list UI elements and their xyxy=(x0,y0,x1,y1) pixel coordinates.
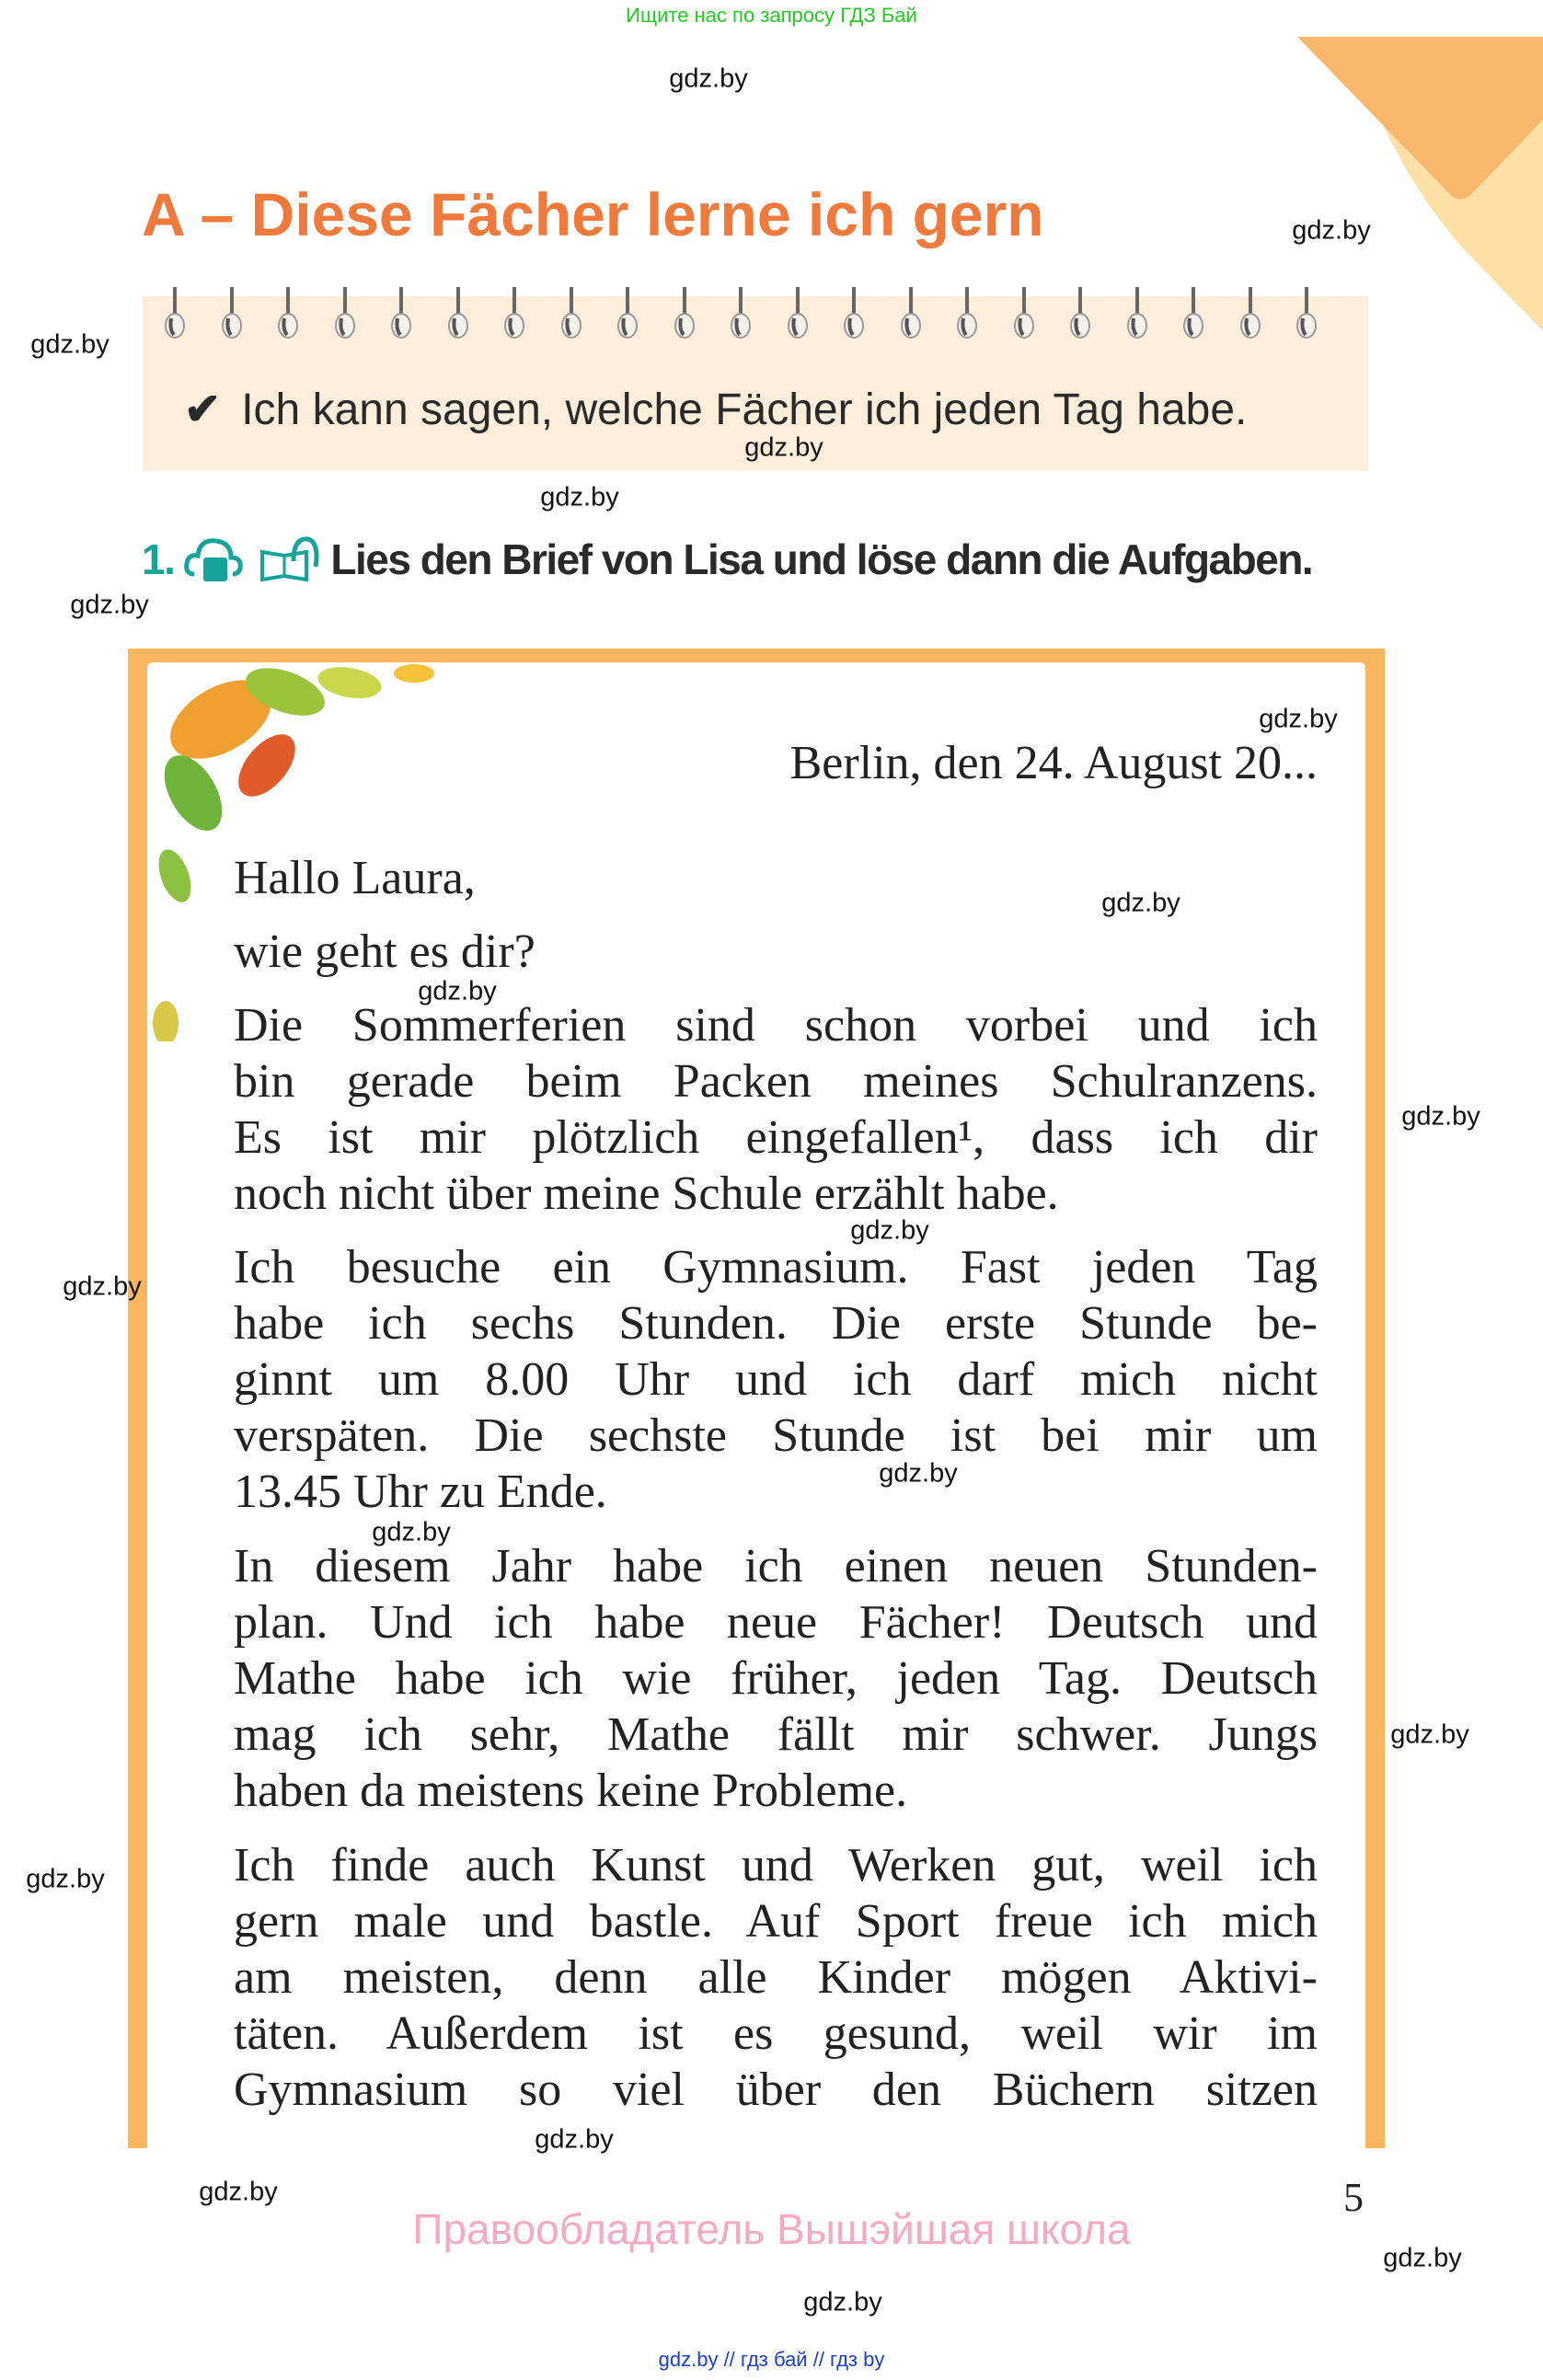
letter-paragraph-2 xyxy=(234,1239,1318,1520)
page-number: 5 xyxy=(1343,2175,1364,2220)
watermark: gdz.by xyxy=(30,329,109,360)
spiral-ring-icon xyxy=(1068,287,1092,342)
spiral-ring-icon xyxy=(673,287,697,342)
letter-line: Ich besuche ein Gymnasium. Fast jeden Tag xyxy=(234,1241,1318,1293)
letter-line: Mathe habe ich wie früher, jeden Tag. Deutsch xyxy=(234,1652,1318,1705)
watermark: gdz.by xyxy=(1401,1101,1480,1132)
spiral-ring-icon xyxy=(276,287,300,342)
watermark: gdz.by xyxy=(70,590,149,620)
book-audio-icon[interactable] xyxy=(257,534,321,585)
watermark: gdz.by xyxy=(669,63,748,94)
watermark: gdz.by xyxy=(540,482,619,512)
spiral-ring-icon xyxy=(1181,287,1205,342)
spiral-ring-icon xyxy=(163,287,187,342)
spiral-ring-icon xyxy=(220,287,244,342)
spiral-ring-icon xyxy=(1238,287,1262,342)
task-number: 1. xyxy=(142,535,175,583)
letter-line: verspäten. Die sechste Stunde ist bei mir um xyxy=(234,1409,1318,1462)
spiral-ring-icon xyxy=(559,287,583,342)
copyright-holder: Правообладатель Вышэйшая школа xyxy=(412,2205,1131,2253)
watermark: gdz.by xyxy=(1390,1719,1469,1750)
spiral-ring-icon xyxy=(333,287,357,342)
spiral-ring-icon xyxy=(786,287,810,342)
spiral-ring-icon xyxy=(616,287,639,342)
spiral-ring-icon xyxy=(389,287,413,342)
spiral-ring-icon xyxy=(502,287,526,342)
spiral-ring-icon xyxy=(1295,287,1318,342)
letter-line: ginnt um 8.00 Uhr und ich darf mich nicht xyxy=(234,1353,1318,1406)
autumn-leaves-decoration xyxy=(138,655,442,1041)
watermark: gdz.by xyxy=(1101,888,1180,918)
spiral-ring-icon xyxy=(955,287,979,342)
watermark: gdz.by xyxy=(1383,2243,1462,2273)
letter-line: Gymnasium so viel über den Büchern sitzen xyxy=(234,2064,1318,2116)
letter-paragraph-3 xyxy=(234,1538,1318,1819)
spiral-ring-icon xyxy=(729,287,753,342)
watermark: gdz.by xyxy=(535,2124,614,2155)
spiral-ring-icon xyxy=(446,287,470,342)
search-banner[interactable]: Ищите нас по запросу ГДЗ Бай xyxy=(626,4,917,27)
letter-line: Es ist mir plötzlich eingefallen¹, dass ich dir xyxy=(234,1111,1318,1164)
letter-question: wie geht es dir? xyxy=(234,926,535,978)
letter-line: plan. Und ich habe neue Fächer! Deutsch und xyxy=(234,1596,1318,1649)
watermark: gdz.by xyxy=(372,1517,451,1547)
corner-decoration xyxy=(1288,37,1543,331)
watermark: gdz.by xyxy=(63,1271,142,1302)
letter-line: 13.45 Uhr zu Ende. xyxy=(234,1466,607,1518)
watermark: gdz.by xyxy=(744,432,823,463)
letter-line: noch nicht über meine Schule erzählt habe. xyxy=(234,1167,1059,1220)
watermark: gdz.by xyxy=(26,1864,105,1894)
task-heading xyxy=(142,534,1312,585)
spiral-ring-icon xyxy=(1012,287,1036,342)
learning-goal xyxy=(184,384,1247,435)
section-title: A – Diese Fächer lerne ich gern xyxy=(142,180,1044,248)
cloud-folder-icon[interactable] xyxy=(183,534,248,585)
letter-line: gern male und bastle. Auf Sport freue ich mich xyxy=(234,1895,1318,1948)
watermark: gdz.by xyxy=(803,2287,882,2317)
checkmark-icon: ✔ xyxy=(184,385,222,434)
letter-greeting: Hallo Laura, xyxy=(234,852,476,904)
letter-line: haben da meistens keine Probleme. xyxy=(234,1765,908,1817)
letter-line: Ich finde auch Kunst und Werken gut, weil ich xyxy=(234,1839,1318,1891)
watermark: gdz.by xyxy=(879,1458,958,1489)
watermark: gdz.by xyxy=(1259,704,1338,734)
watermark: gdz.by xyxy=(418,976,497,1006)
letter-line: Die Sommerferien sind schon vorbei und ich xyxy=(234,999,1318,1052)
letter-line: mag ich sehr, Mathe fällt mir schwer. Jungs xyxy=(234,1708,1318,1761)
goal-text: Ich kann sagen, welche Fächer ich jeden Tag habe. xyxy=(241,385,1248,434)
letter-paragraph-4 xyxy=(234,1837,1318,2118)
letter-line: täten. Außerdem ist es gesund, weil wir im xyxy=(234,2007,1318,2060)
letter-line: In diesem Jahr habe ich einen neuen Stunden- xyxy=(234,1540,1318,1592)
spiral-ring-icon xyxy=(842,287,866,342)
watermark: gdz.by xyxy=(850,1215,929,1246)
task-text: Lies den Brief von Lisa und löse dann die Aufgaben. xyxy=(330,535,1313,583)
letter-date: Berlin, den 24. August 20... xyxy=(789,737,1318,789)
letter-paragraph-1 xyxy=(234,997,1318,1222)
spiral-ring-icon xyxy=(899,287,923,342)
spiral-ring-icon xyxy=(1125,287,1149,342)
footer-links[interactable]: gdz.by // гдз бай // гдз by xyxy=(658,2348,885,2371)
watermark: gdz.by xyxy=(199,2177,278,2207)
letter-line: am meisten, denn alle Kinder mögen Aktivi- xyxy=(234,1951,1318,2004)
letter-line: bin gerade beim Packen meines Schulranzens. xyxy=(234,1055,1318,1108)
watermark: gdz.by xyxy=(1292,215,1371,246)
letter-line: habe ich sechs Stunden. Die erste Stunde be- xyxy=(234,1297,1318,1350)
